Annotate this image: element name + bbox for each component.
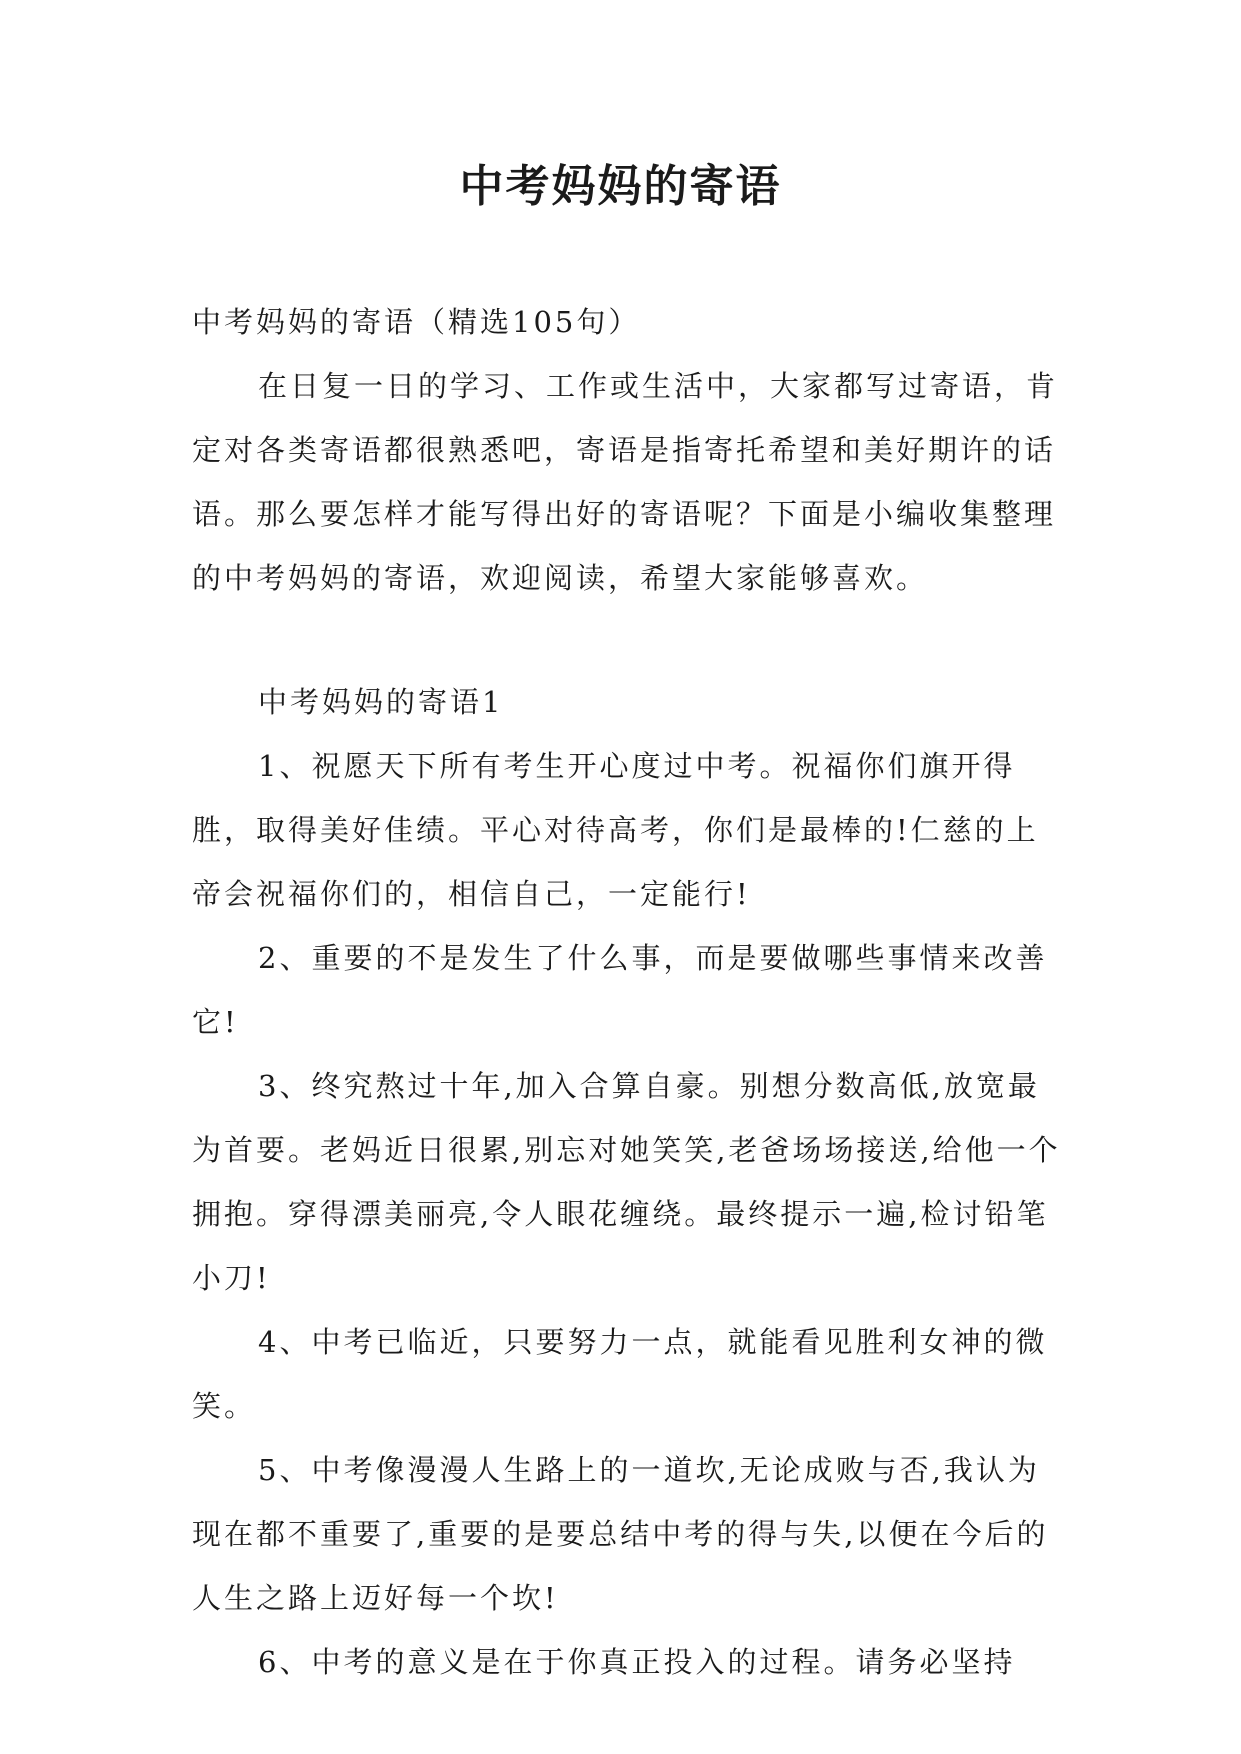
section-heading: 中考妈妈的寄语1 — [258, 685, 504, 719]
list-item: 2、重要的不是发生了什么事，而是要做哪些事情来改善它! — [192, 941, 1048, 1039]
list-item: 1、祝愿天下所有考生开心度过中考。祝福你们旗开得胜，取得美好佳绩。平心对待高考，你们是最棒的!仁慈的上帝会祝福你们的，相信自己，一定能行! — [192, 749, 1039, 911]
subtitle: 中考妈妈的寄语（精选105句） — [192, 305, 641, 339]
document-body — [192, 290, 1062, 1694]
list-item: 5、中考像漫漫人生路上的一道坎,无论成败与否,我认为现在都不重要了,重要的是要总结中考的得与失,以便在今后的人生之路上迈好每一个坎! — [192, 1453, 1049, 1615]
document-title: 中考妈妈的寄语 — [459, 161, 782, 212]
list-item: 3、终究熬过十年,加入合算自豪。别想分数高低,放宽最为首要。老妈近日很累,别忘对她笑笑,老爸场场接送,给他一个拥抱。穿得漂美丽亮,令人眼花缠绕。最终提示一遍,检讨铅笔小刀! — [192, 1069, 1061, 1295]
list-item: 4、中考已临近，只要努力一点，就能看见胜利女神的微笑。 — [192, 1325, 1048, 1423]
list-item: 6、中考的意义是在于你真正投入的过程。请务必坚持 — [258, 1645, 1016, 1679]
intro-paragraph: 在日复一日的学习、工作或生活中，大家都写过寄语，肯定对各类寄语都很熟悉吧，寄语是指寄托希望和美好期许的话语。那么要怎样才能写得出好的寄语呢？下面是小编收集整理的中考妈妈的寄语，欢迎阅读，希望大家能够喜欢。 — [192, 369, 1059, 595]
